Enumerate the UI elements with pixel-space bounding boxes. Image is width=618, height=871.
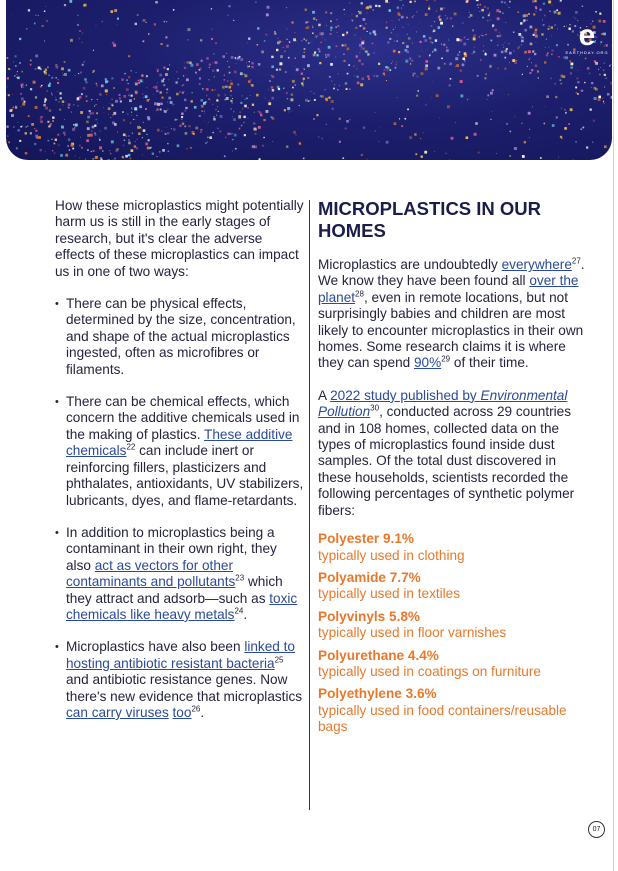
right-column (318, 198, 590, 736)
footnote: 30 (370, 403, 380, 413)
text: Microplastics are undoubtedly (318, 257, 502, 272)
text: , even in remote locations, but not surprisingly babies and children are most likely to encounter microplastics in their own homes. Some research claims it is where they can spend (318, 289, 584, 371)
footnote: 28 (355, 289, 364, 299)
footnote: 26 (191, 704, 201, 714)
text: which they attract and adsorb—such as (66, 574, 283, 606)
footnote: 24 (234, 606, 244, 616)
text: There can be chemical effects, which concern the additive chemicals used in the making of plastics. (66, 394, 300, 442)
link-heavy-metals[interactable]: toxic chemicals like heavy metals (66, 590, 298, 622)
footnote: 23 (235, 573, 245, 583)
link-too[interactable]: too (172, 704, 192, 720)
list-item (55, 394, 305, 509)
column-divider (309, 200, 310, 810)
left-column (55, 198, 305, 721)
link-everywhere[interactable]: everywhere (501, 257, 572, 272)
polymer-name: Polyurethane 4.4% (318, 647, 439, 663)
text: . (243, 606, 248, 622)
particle-pattern (6, 0, 612, 160)
text: of their time. (450, 355, 529, 371)
polymer-item (318, 570, 590, 603)
polymer-use: typically used in coatings on furniture (318, 663, 541, 679)
text: Microplastics have also been (66, 639, 245, 655)
link-additive-chemicals[interactable]: These additive chemicals (66, 426, 293, 459)
text: A (318, 387, 331, 403)
logo-text: EARTHDAY.ORG (565, 50, 609, 55)
link-over-the-planet[interactable]: over the planet (318, 273, 579, 305)
text: can include inert or reinforcing fillers, plasticizers and phthalates, antioxidants, UV stabilizers, lubricants, dyes, and flame-retardants. (66, 443, 304, 508)
footnote: 29 (441, 354, 451, 364)
header-banner-image (6, 0, 612, 160)
link-90-percent[interactable]: 90% (413, 355, 442, 371)
link-text: 2022 study published by (330, 387, 481, 403)
earthday-logo (562, 19, 612, 55)
polymer-item (318, 648, 590, 681)
polymer-use: typically used in clothing (318, 547, 465, 563)
paragraph (318, 388, 590, 519)
link-text-italic: Environmental Pollution (318, 387, 568, 420)
polymer-use: typically used in floor varnishes (318, 625, 507, 641)
polymer-name: Polyvinyls 5.8% (318, 608, 421, 624)
polymer-use: typically used in textiles (318, 586, 461, 602)
polymer-item (318, 686, 590, 735)
polymer-item (318, 531, 590, 564)
text: and antibiotic resistance genes. Now there's new evidence that microplastics (66, 672, 303, 704)
polymer-name: Polyethylene 3.6% (318, 686, 437, 702)
section-heading: MICROPLASTICS IN OUR HOMES (318, 198, 542, 241)
list-item (55, 639, 305, 721)
page-number: 07 (588, 821, 605, 838)
list-item (55, 296, 305, 378)
paragraph (318, 257, 590, 372)
link-vectors[interactable]: act as vectors for other contaminants and pollutants (66, 557, 236, 590)
link-carry-viruses[interactable]: can carry viruses (66, 704, 169, 720)
polymer-name: Polyamide 7.7% (318, 569, 421, 585)
footnote: 25 (274, 655, 284, 665)
logo-mark: e (578, 19, 596, 52)
polymer-use: typically used in food containers/reusable bags (318, 702, 567, 735)
text: , conducted across 29 countries and in 108 homes, collected data on the types of microplastics found inside dust samples. Of the total dust discovered in these households, scientists recorded the following percentages of synthetic polymer fibers: (318, 404, 575, 518)
polymer-list (318, 531, 590, 735)
effects-list (55, 296, 305, 721)
footnote: 27 (571, 256, 581, 266)
page-edge (613, 0, 614, 871)
text: In addition to microplastics being a contaminant in their own right, they also (66, 524, 277, 573)
polymer-item (318, 609, 590, 642)
list-item (55, 525, 305, 623)
footnote: 22 (126, 442, 136, 452)
polymer-name: Polyester 9.1% (318, 531, 414, 547)
text: . (200, 704, 205, 720)
text: There can be physical effects, determined by the size, concentration, and shape of the actual microplastics ingested, often as microfibres or filaments. (66, 296, 296, 377)
link-antibiotic-bacteria[interactable]: linked to hosting antibiotic resistant bacteria (66, 639, 295, 671)
text: . We know they have been found all (318, 257, 585, 289)
intro-paragraph: How these microplastics might potentially harm us is still in the early stages of research, but it's clear the adverse effects of these microplastics can impact us in one of two ways: (55, 198, 304, 279)
